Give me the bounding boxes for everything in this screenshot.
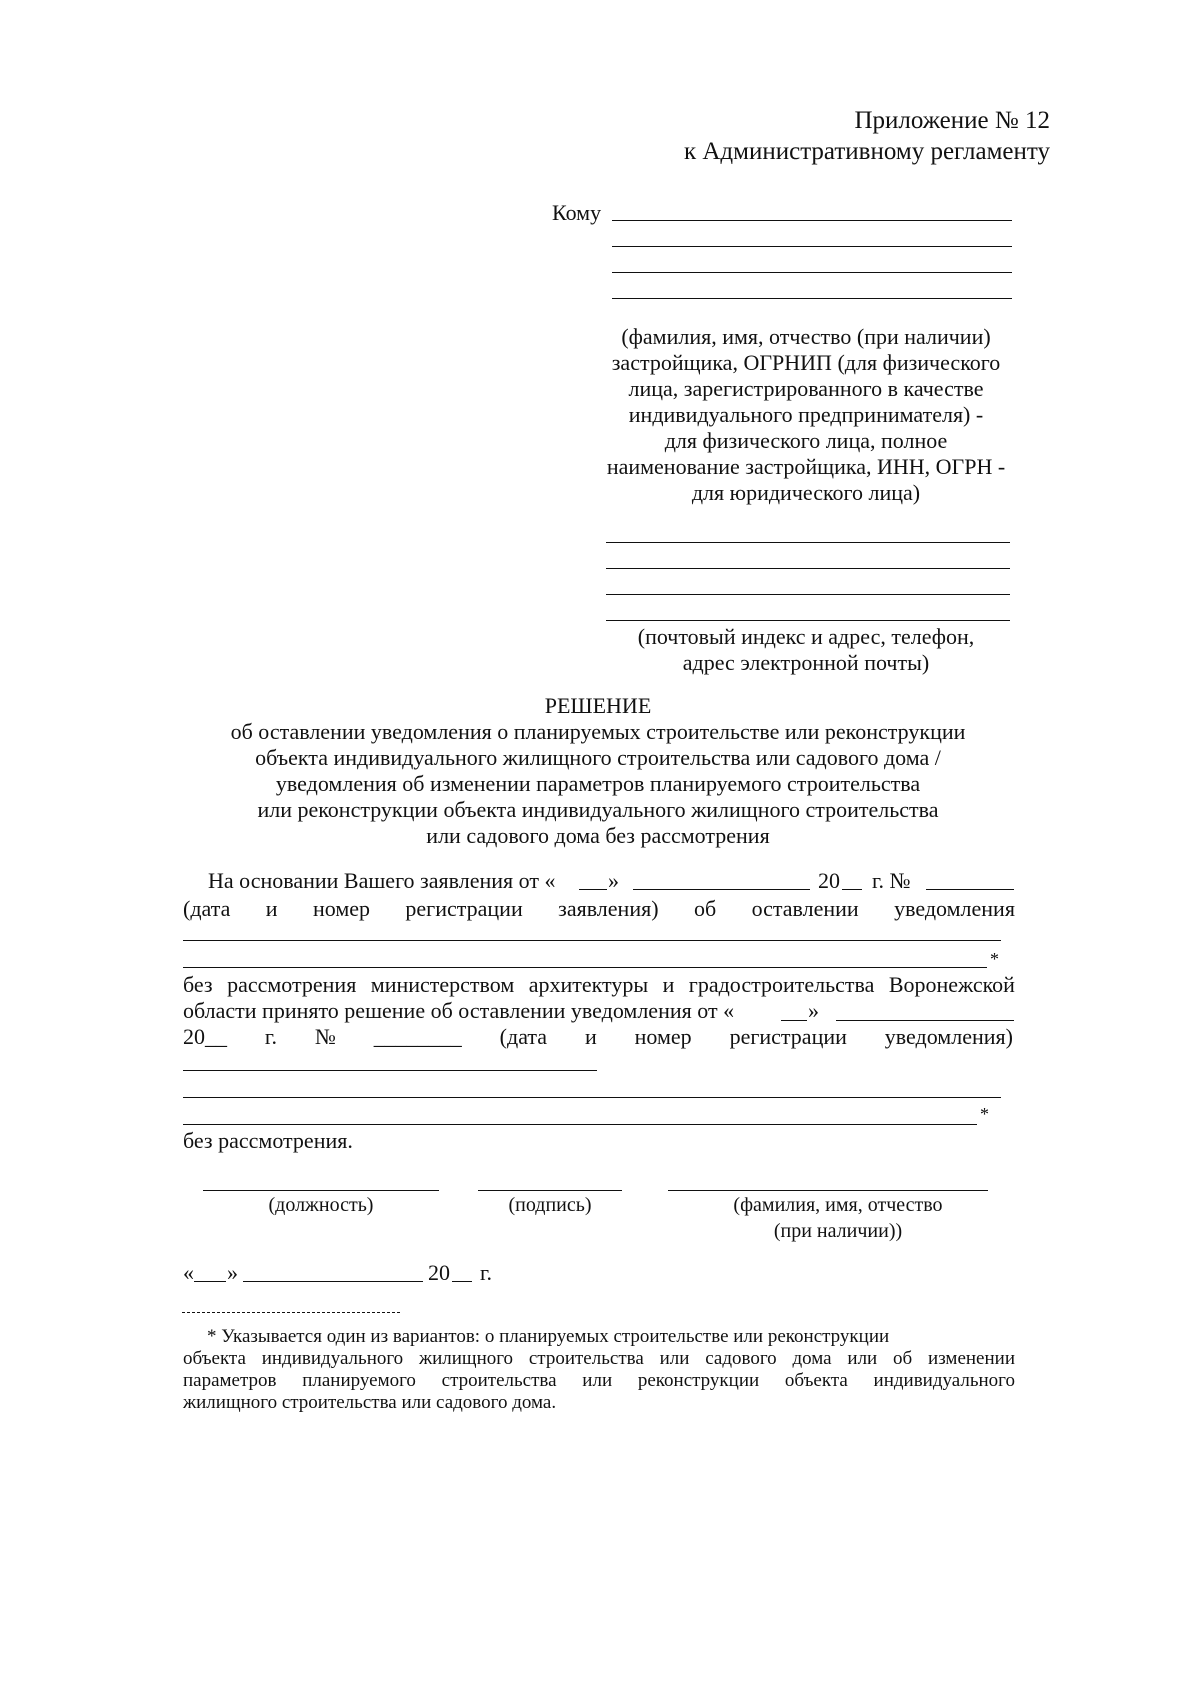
application-number-field[interactable]: [926, 889, 1014, 890]
ministry-text: без рассмотрения министерством архитектуры и градостроительства Воронежской: [183, 972, 1015, 997]
quote-close: »: [608, 868, 619, 893]
decision-year-suffix: г.: [480, 1260, 493, 1285]
notification-line-4[interactable]: [183, 1097, 1001, 1098]
footnote-star-2: *: [980, 1104, 989, 1124]
position-caption: (должность): [268, 1194, 374, 1216]
basis-text: На основании Вашего заявления от «: [208, 868, 556, 893]
notification-line-5[interactable]: [183, 1124, 977, 1125]
decision-year-field[interactable]: [452, 1281, 472, 1282]
notification-month-field[interactable]: [836, 1020, 1014, 1021]
notification-line-1[interactable]: [183, 940, 1001, 941]
notification-line-2[interactable]: [183, 967, 987, 968]
notification-line-3[interactable]: [183, 1070, 597, 1071]
recipient-line-1[interactable]: [612, 220, 1012, 221]
document-title: РЕШЕНИЕ: [544, 693, 652, 718]
decision-month-field[interactable]: [243, 1281, 423, 1282]
decision-text: области принято решение об оставлении уведомления от «: [183, 998, 735, 1023]
number-label: г. №: [872, 868, 911, 893]
address-note: (почтовый индекс и адрес, телефон, адрес электронной почты): [637, 624, 975, 675]
signature-line[interactable]: [478, 1190, 622, 1191]
date-open-quote: «: [183, 1260, 194, 1285]
name-caption: (фамилия, имя, отчество (при наличии)): [733, 1194, 943, 1242]
recipient-line-3[interactable]: [612, 272, 1012, 273]
appendix-number: Приложение № 12: [854, 107, 1050, 134]
recipient-label: Кому: [552, 200, 602, 225]
address-line-1[interactable]: [606, 542, 1010, 543]
footnote-text: * Указывается один из вариантов: о планируемых строительстве или реконструкции объекта индивидуального жилищного строительства или садового дома или об изменении параметров планируемого строительства или реконструкции объекта индивидуального жилищного строительства или садового дома.: [183, 1326, 1015, 1413]
year-prefix: 20: [818, 868, 840, 893]
document-subtitle: об оставлении уведомления о планируемых строительстве или реконструкции объекта индивидуального жилищного строительства или садового дома / уведомления об изменении параметров планируемого строительства или реконструкции объекта индивидуального жилищного строительства или садового дома без рассмотрения: [230, 719, 966, 848]
registration-caption: (дата и номер регистрации заявления) об оставлении уведомления: [183, 896, 1015, 921]
notification-registration-caption: 20__ г. № ________ (дата и номер регистрации уведомления): [183, 1024, 1013, 1049]
appendix-reference: к Административному регламенту: [683, 138, 1050, 165]
decision-year-prefix: 20: [428, 1260, 450, 1285]
notification-day-field[interactable]: [781, 1020, 807, 1021]
address-line-2[interactable]: [606, 568, 1010, 569]
footnote-star-1: *: [990, 949, 999, 969]
position-line[interactable]: [203, 1190, 439, 1191]
recipient-note: (фамилия, имя, отчество (при наличии) застройщика, ОГРНИП (для физического лица, зарегистрированного в качестве индивидуального предпринимателя) - для физического лица, полное наименование застройщика, ИНН, ОГРН - для юридического лица): [606, 324, 1006, 505]
recipient-line-4[interactable]: [612, 298, 1012, 299]
footnote-separator: [182, 1312, 400, 1313]
address-line-3[interactable]: [606, 594, 1010, 595]
application-year-field[interactable]: [842, 889, 862, 890]
date-close-quote: »: [227, 1260, 238, 1285]
without-review-text: без рассмотрения.: [183, 1128, 353, 1153]
decision-day-field[interactable]: [194, 1281, 226, 1282]
application-day-field[interactable]: [579, 889, 607, 890]
quote-close-2: »: [808, 998, 819, 1023]
name-line[interactable]: [668, 1190, 988, 1191]
application-month-field[interactable]: [633, 889, 810, 890]
address-line-4[interactable]: [606, 620, 1010, 621]
recipient-line-2[interactable]: [612, 246, 1012, 247]
signature-caption: (подпись): [508, 1194, 592, 1216]
